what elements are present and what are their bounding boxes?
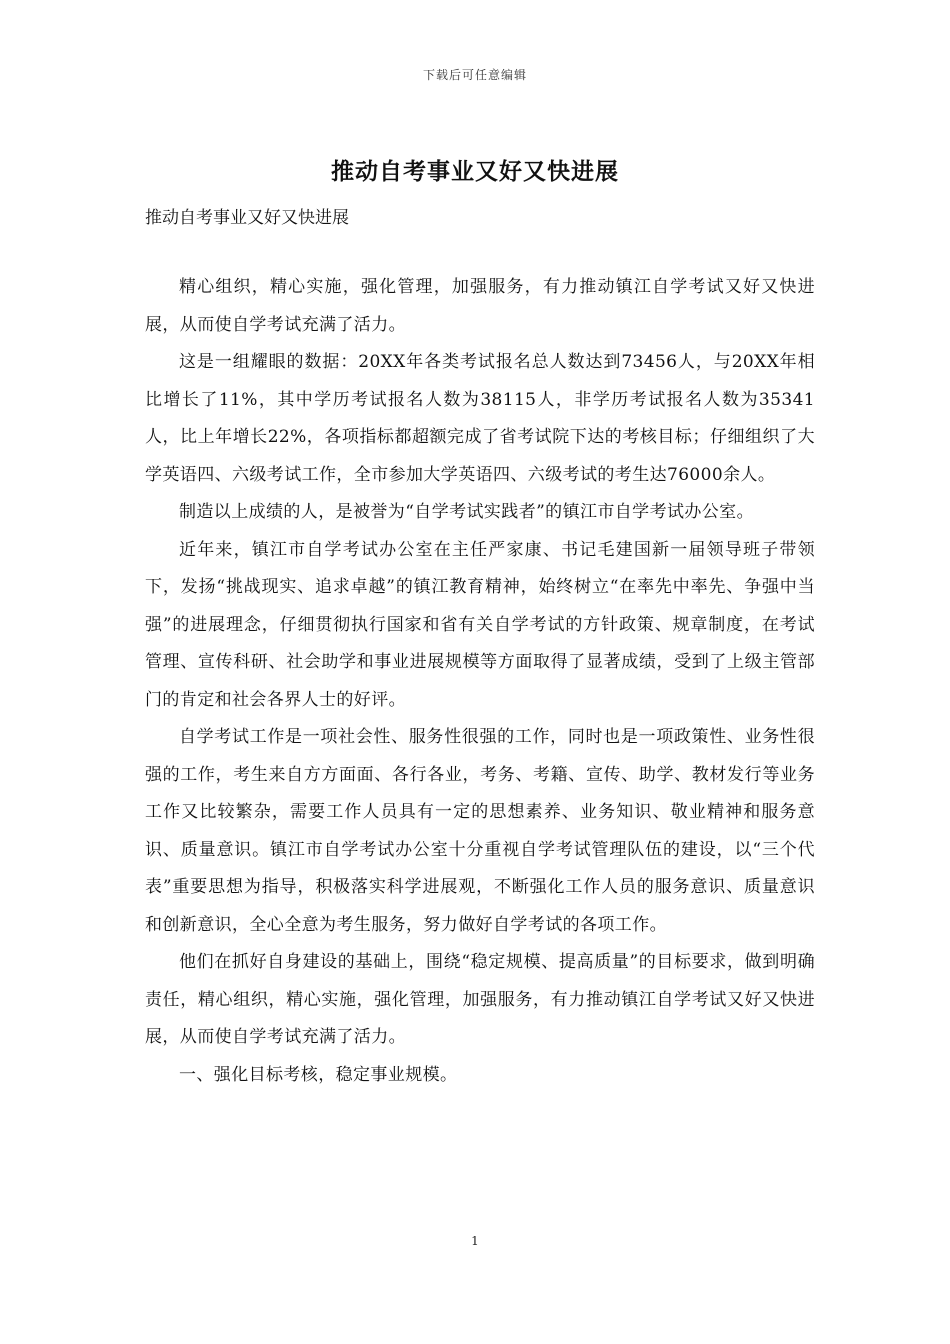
paragraph: 制造以上成绩的人，是被誉为“自学考试实践者”的镇江市自学考试办公室。: [179, 502, 754, 522]
document-subtitle: 推动自考事业又好又快进展: [145, 208, 349, 228]
paragraph: 他们在抓好自身建设的基础上，围绕“稳定规模、提高质量”的目标要求，做到明确责任，精心组织，精心实施，强化管理，加强服务，有力推动镇江自学考试又好又快进展，从而使自学考试充满了活力。: [145, 952, 815, 1047]
section-heading: 一、强化目标考核，稳定事业规模。: [179, 1064, 458, 1085]
paragraph: 精心组织，精心实施，强化管理，加强服务，有力推动镇江自学考试又好又快进展，从而使自学考试充满了活力。: [145, 277, 815, 335]
page-number: 1: [471, 1234, 479, 1248]
document-body: [145, 269, 815, 1094]
paragraph: 自学考试工作是一项社会性、服务性很强的工作，同时也是一项政策性、业务性很强的工作，考生来自方方面面、各行各业，考务、考籍、宣传、助学、教材发行等业务工作又比较繁杂，需要工作人员具有一定的思想素养、业务知识、敬业精神和服务意识、质量意识。镇江市自学考试办公室十分重视自学考试管理队伍的建设，以“三个代表”重要思想为指导，积极落实科学进展观，不断强化工作人员的服务意识、质量意识和创新意识，全心全意为考生服务，努力做好自学考试的各项工作。: [145, 727, 815, 935]
paragraph: 近年来，镇江市自学考试办公室在主任严家康、书记毛建国新一届领导班子带领下，发扬“挑战现实、追求卓越”的镇江教育精神，始终树立“在率先中率先、争强中当强”的进展理念，仔细贯彻执行国家和省有关自学考试的方针政策、规章制度，在考试管理、宣传科研、社会助学和事业进展规模等方面取得了显著成绩，受到了上级主管部门的肯定和社会各界人士的好评。: [145, 539, 815, 710]
paragraph: 这是一组耀眼的数据：20XX年各类考试报名总人数达到73456人，与20XX年相比增长了11%，其中学历考试报名人数为38115人，非学历考试报名人数为35341人，比上年增长22%，各项指标都超额完成了省考试院下达的考核目标；仔细组织了大学英语四、六级考试工作，全市参加大学英语四、六级考试的考生达76000余人。: [145, 352, 815, 485]
header-note: 下载后可任意编辑: [422, 68, 527, 82]
document-title: 推动自考事业又好又快进展: [331, 158, 619, 185]
